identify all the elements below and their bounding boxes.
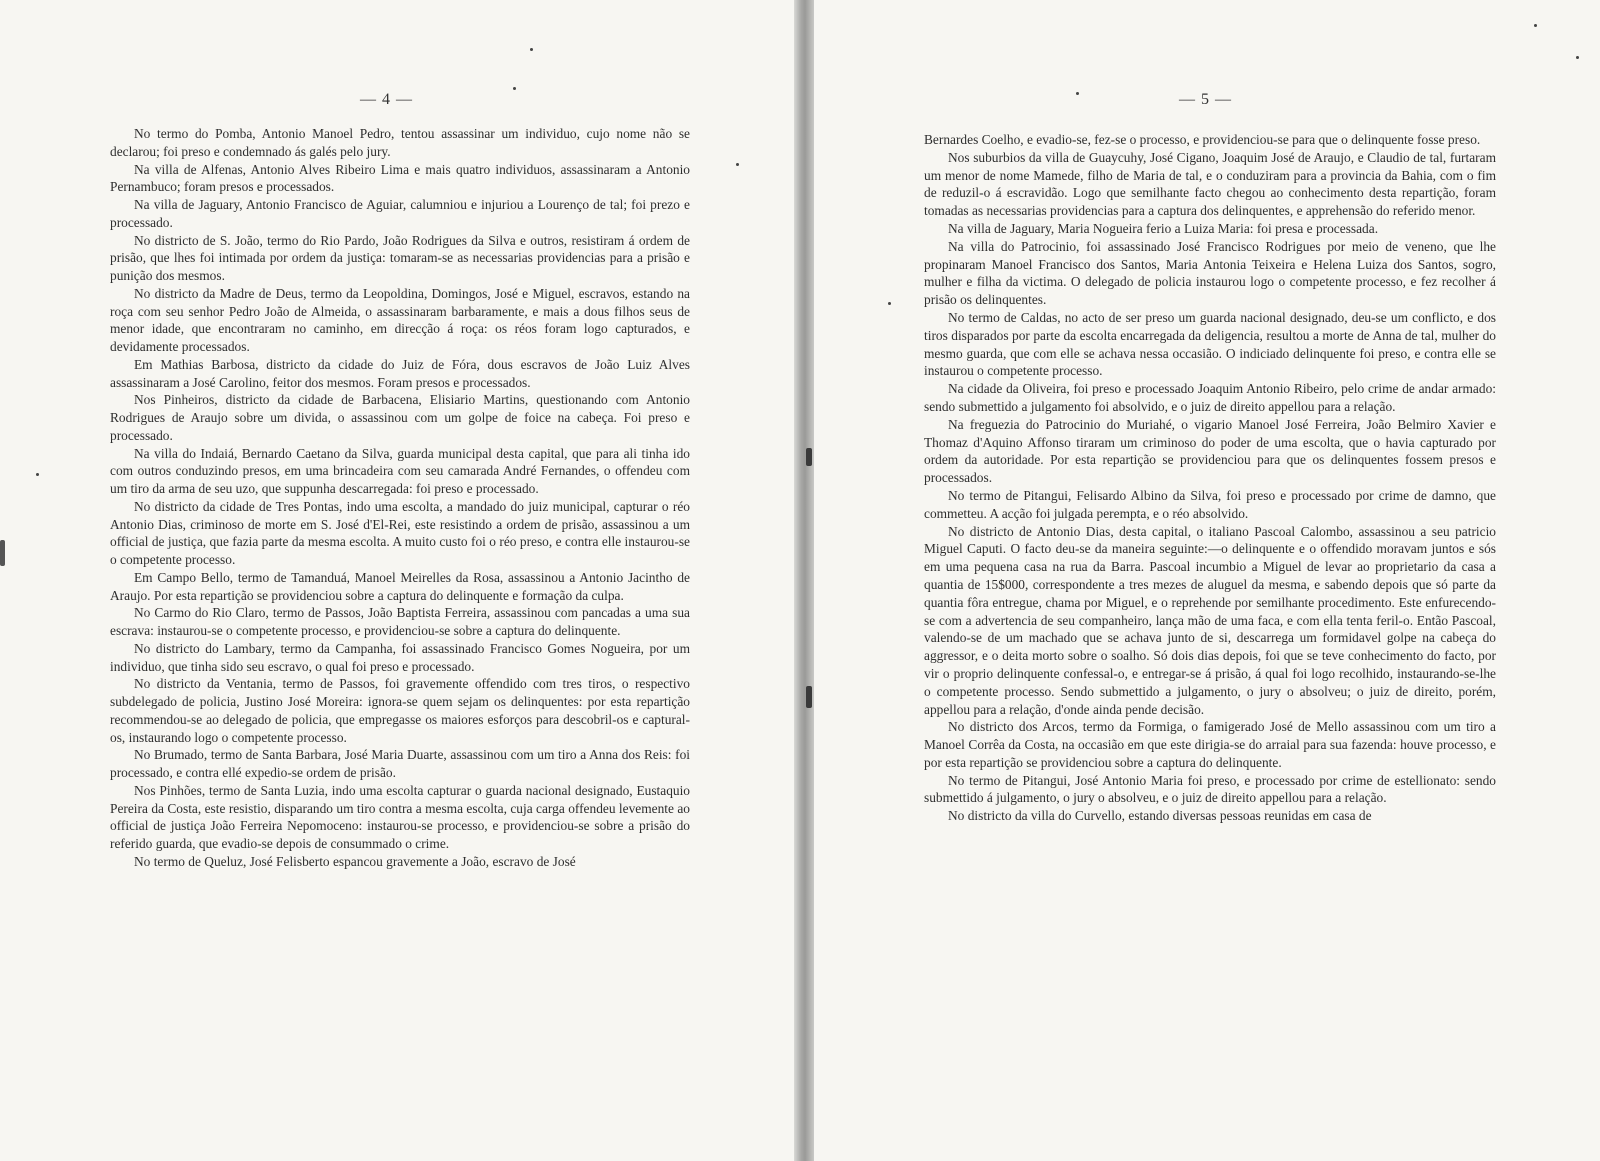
ink-speck	[1534, 24, 1537, 27]
page-number: — 5 —	[1179, 91, 1232, 108]
paragraph: No termo de Queluz, José Felisberto espancou gravemente a João, escravo de José	[134, 853, 576, 869]
paragraph: Na villa de Jaguary, Antonio Francisco de Aguiar, calumniou e injuriou a Lourenço de tal; foi prezo e processado.	[110, 197, 690, 230]
paragraph: Na villa do Indaiá, Bernardo Caetano da Silva, guarda municipal desta capital, que para ali tinha ido com outros conduzindo presos, em uma brincadeira com seu camarada André Fernandes, o offendeu com um tiro da arma de seu uzo, que suppunha descarregada: foi preso e processado.	[110, 445, 690, 496]
paragraph: No districto da villa do Curvello, estando diversas pessoas reunidas em casa de	[948, 808, 1372, 824]
paragraph: Nos Pinheiros, districto da cidade de Barbacena, Elisiario Martins, questionando com Antonio Rodrigues de Araujo sobre um divida, o assassinou com um golpe de foice na cabeça. Foi preso e processado.	[110, 392, 690, 443]
ink-speck	[530, 48, 533, 51]
paragraph: No termo de Pitangui, José Antonio Maria foi preso, e processado por crime de estellionato: sendo submettido á julgamento, o jury o absolveu, e o juiz de direito appellou para a relação.	[924, 772, 1496, 806]
paragraph: No districto da Ventania, termo de Passos, foi gravemente offendido com tres tiros, o respectivo subdelegado de policia, Justino José Moreira: ignora-se quem sejam os delinquentes: por esta repartição recommendou-se ao delegado de policia, que empregasse os maiores esforços para descobril-os e captural-os, instaurando logo o competente processo.	[110, 676, 690, 745]
paragraph: No Carmo do Rio Claro, termo de Passos, João Baptista Ferreira, assassinou com pancadas a uma sua escrava: instaurou-se o competente processo, e providenciou-se sobre a captura do delinquente.	[110, 605, 690, 638]
paragraph: Na cidade da Oliveira, foi preso e processado Joaquim Antonio Ribeiro, pelo crime de andar armado: sendo submettido a julgamento foi absolvido, e o juiz de direito appellou para a relação.	[924, 381, 1496, 414]
paragraph: Bernardes Coelho, e evadio-se, fez-se o processo, e providenciou-se para que o delinquente fosse preso.	[924, 132, 1481, 147]
page-body	[924, 131, 1496, 825]
page-number: — 4 —	[360, 91, 413, 108]
paragraph: No districto dos Arcos, termo da Formiga, o famigerado José de Mello assassinou com um tiro a Manoel Corrêa da Costa, na occasião em que este dirigia-se do arraial para sua fazenda: houve processo, e por esta repartição se providenciou sobre a captura do delinquente.	[924, 719, 1496, 770]
paragraph: No termo de Caldas, no acto de ser preso um guarda nacional designado, deu-se um conflicto, e dos tiros disparados por parte da escolta encarregada da deligencia, resultou a morte de Anna de tal, mulher do mesmo guarda, que com elle se achava nessa occasião. O indiciado delinquente foi preso, e contra elle se instaurou o competente processo.	[924, 309, 1496, 379]
paragraph: No districto do Lambary, termo da Campanha, foi assassinado Francisco Gomes Nogueira, por um individuo, que tinha sido seu escravo, o qual foi preso e processado.	[110, 640, 690, 674]
paragraph: Na villa de Alfenas, Antonio Alves Ribeiro Lima e mais quatro individuos, assassinaram a Antonio Pernambuco; foram presos e processados.	[110, 161, 690, 195]
right-page	[814, 0, 1600, 1161]
paragraph: Na villa do Patrocinio, foi assassinado José Francisco Rodrigues por meio de veneno, que lhe propinaram Manoel Francisco dos Santos, Maria Antonia Teixeira e Helena Luiza dos Santos, sogro, mulher e filha da victima. O delegado de policia instaurou logo o competente processo, e fez recolher á prisão os delinquentes.	[924, 238, 1496, 308]
paragraph: No termo do Pomba, Antonio Manoel Pedro, tentou assassinar um individuo, cujo nome não se declarou; foi preso e condemnado ás galés pelo jury.	[110, 126, 690, 159]
paragraph: No districto de S. João, termo do Rio Pardo, João Rodrigues da Silva e outros, resistiram á ordem de prisão, que lhes foi intimada por ordem da justiça: tomaram-se as necessarias providencias para a prisão e punição dos mesmos.	[110, 232, 690, 283]
ink-speck	[36, 473, 39, 476]
paragraph: Em Campo Bello, termo de Tamanduá, Manoel Meirelles da Rosa, assassinou a Antonio Jacintho de Araujo. Por esta repartição se providenciou sobre a captura do delinquente e formação da culpa.	[110, 569, 690, 603]
page-edge-mark	[0, 540, 5, 566]
book-gutter	[794, 0, 814, 1161]
paragraph: Na freguezia do Patrocinio do Muriahé, o vigario Manoel José Ferreira, João Belmiro Xavier e Thomaz d'Aquino Affonso tiraram um criminoso do poder de uma escolta, que o havia capturado por ordem da autoridade. Por esta repartição se providenciou para que os delinquentes fossem presos e processados.	[924, 416, 1496, 486]
left-page	[0, 0, 794, 1161]
paragraph: No termo de Pitangui, Felisardo Albino da Silva, foi preso e processado por crime de damno, que commetteu. A acção foi julgada perempta, e o réo absolvido.	[924, 487, 1496, 521]
ink-speck	[888, 302, 891, 305]
paragraph: Nos Pinhões, termo de Santa Luzia, indo uma escolta capturar o guarda nacional designado, Eustaquio Pereira da Costa, este resistio, disparando um tiro contra a mesma escolta, cuja carga offendeu levemente ao official de justiça João Ferreira Nepomoceno: instaurou-se processo, e providenciou-se sobre a prisão do referido guarda, que evadio-se depois de consummado o crime.	[110, 782, 690, 851]
paragraph: No districto de Antonio Dias, desta capital, o italiano Pascoal Calombo, assassinou a seu patricio Miguel Caputi. O facto deu-se da maneira seguinte:—o delinquente e o offendido moravam juntos e sós em uma pequena casa na rua da Barra. Pascoal incumbio a Miguel de levar ao proprietario da casa a quantia de 15$000, correspondente a tres mezes de aluguel da mesma, e sabendo depois que só parte da quantia fôra entregue, chama por Miguel, e o reprehende por semilhante procedimento. Este enfurecendo-se com a advertencia de seu companheiro, lança mão de uma faca, e com ella tenta feril-o. Então Pascoal, valendo-se de um machado que se achava junto de si, descarrega um formidavel golpe na cabeça do aggressor, e o deita morto sobre o soalho. Só dois dias depois, foi que se teve conhecimento do facto, por vir o proprio delinquente confessal-o, e entregar-se á prisão, á qual foi logo recolhido, instaurando-se-lhe o competente processo. Sendo submettido a julgamento, o jury o absolveu; o juiz de direito, porém, appellou para a relação, d'onde ainda pende decisão.	[924, 523, 1496, 717]
ink-speck	[736, 163, 739, 166]
paragraph: Na villa de Jaguary, Maria Nogueira ferio a Luiza Maria: foi presa e processada.	[948, 220, 1379, 236]
ink-speck	[1576, 56, 1579, 59]
page-body	[110, 125, 690, 871]
gutter-mark	[806, 448, 812, 466]
paragraph: No Brumado, termo de Santa Barbara, José Maria Duarte, assassinou com um tiro a Anna dos Reis: foi processado, e contra ellé expedio-se ordem de prisão.	[110, 747, 690, 780]
paragraph: No districto da cidade de Tres Pontas, indo uma escolta, a mandado do juiz municipal, capturar o réo Antonio Dias, criminoso de morte em S. José d'El-Rei, este resistindo a ordem de prisão, assassinou a um official de justiça, que fazia parte da mesma escolta. A muito custo foi o réo preso, e contra elle instaurou-se o competente processo.	[110, 498, 690, 567]
gutter-mark	[806, 686, 812, 708]
paragraph: Em Mathias Barbosa, districto da cidade do Juiz de Fóra, dous escravos de João Luiz Alves assassinaram a José Carolino, feitor dos mesmos. Foram presos e processados.	[110, 356, 690, 390]
ink-speck	[513, 87, 516, 90]
ink-speck	[1076, 92, 1079, 95]
paragraph: No districto da Madre de Deus, termo da Leopoldina, Domingos, José e Miguel, escravos, estando na roça com seu senhor Pedro João de Almeida, o assassinaram barbaramente, e mais a dous filhos seus de menor idade, que encontraram no caminho, em direcção á roça: os réos foram logo capturados, e devidamente processados.	[110, 285, 690, 354]
paragraph: Nos suburbios da villa de Guaycuhy, José Cigano, Joaquim José de Araujo, e Claudio de tal, furtaram um menor de nome Mamede, filho de Maria de tal, e o conduziram para a provincia da Bahia, com o fim de reduzil-o á escravidão. Logo que semilhante facto chegou ao conhecimento desta repartição, foram tomadas as necessarias providencias para a captura dos delinquentes, e apprehensão do referido menor.	[924, 149, 1496, 219]
